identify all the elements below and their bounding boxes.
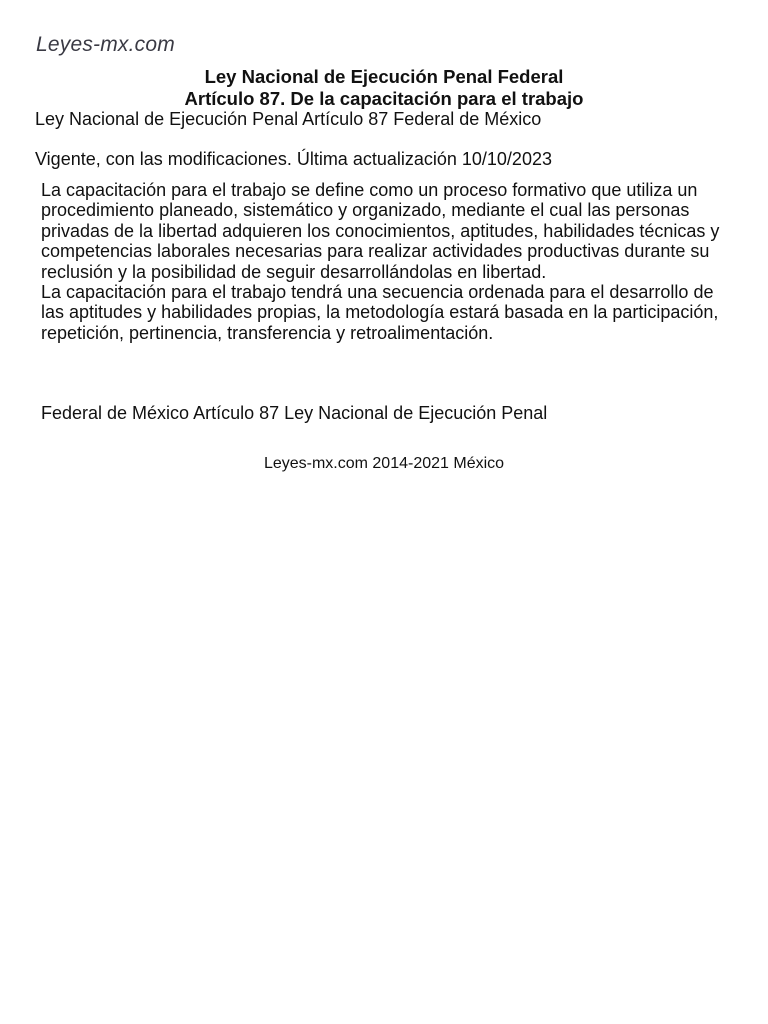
validity-status: Vigente, con las modificaciones. Última actualización 10/10/2023 (35, 149, 552, 169)
title-law-name: Ley Nacional de Ejecución Penal Federal (204, 66, 564, 87)
page-title (0, 66, 768, 110)
title-article-name: Artículo 87. De la capacitación para el trabajo (184, 88, 584, 109)
article-body (41, 180, 741, 343)
article-paragraph: La capacitación para el trabajo tendrá una secuencia ordenada para el desarrollo de las aptitudes y habilidades propias, la metodología estará basada en la participación, repetición, pertinencia, transferencia y retroalimentación. (41, 282, 719, 343)
article-paragraph: La capacitación para el trabajo se define como un proceso formativo que utiliza un procedimiento planeado, sistemático y organizado, mediante el cual las personas privadas de la libertad adquieren los conocimientos, aptitudes, habilidades técnicas y competencias laborales necesarias para realizar actividades productivas durante su reclusión y la posibilidad de seguir desarrollándolas en libertad. (41, 180, 720, 282)
site-logo[interactable]: Leyes-mx.com (36, 33, 175, 56)
page-subtitle: Ley Nacional de Ejecución Penal Artículo 87 Federal de México (35, 109, 542, 129)
footer-tags: Federal de México Artículo 87 Ley Nacional de Ejecución Penal (41, 403, 548, 423)
footer-copyright: Leyes-mx.com 2014-2021 México (263, 455, 505, 472)
